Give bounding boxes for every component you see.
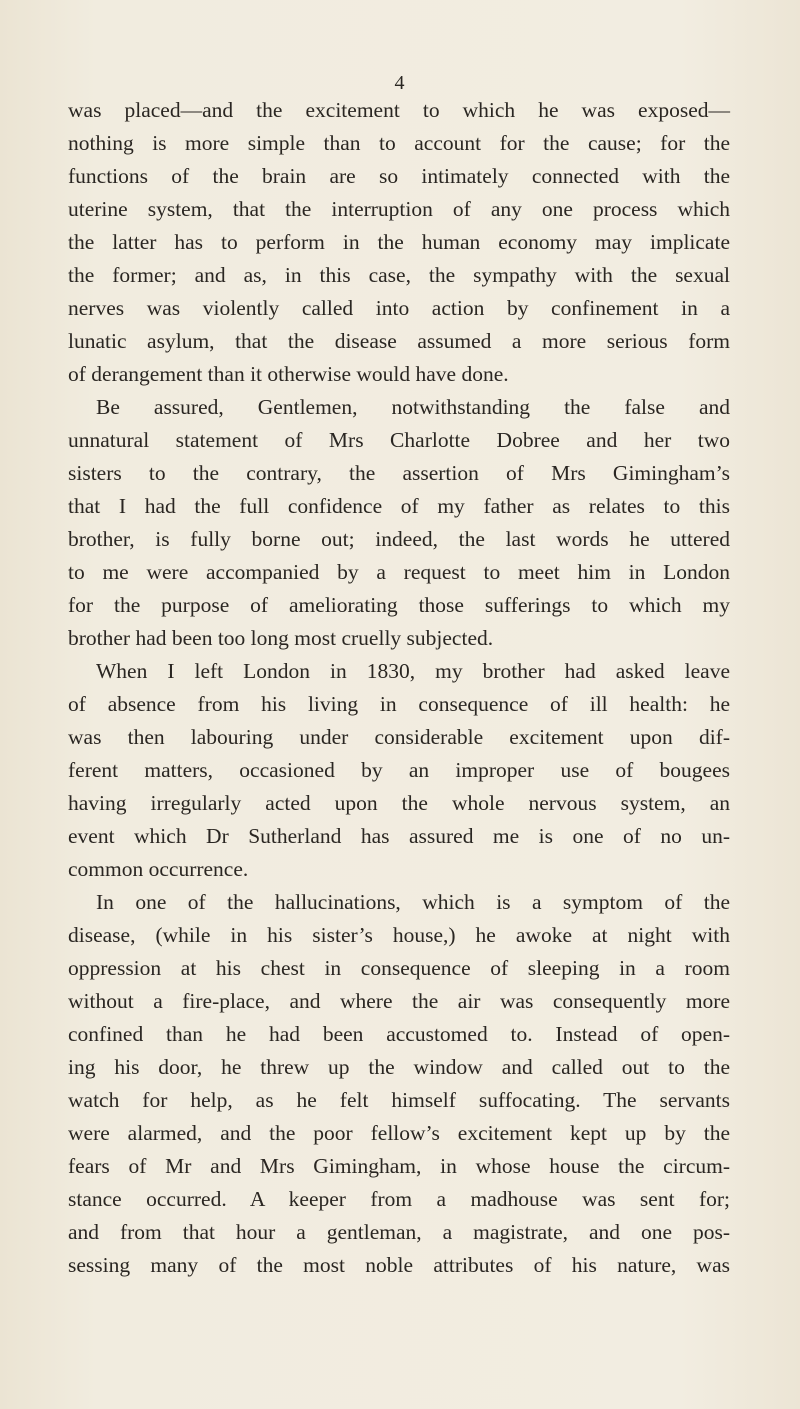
text-line: for the purpose of ameliorating those sufferings to which my bbox=[68, 593, 730, 617]
text-line: having irregularly acted upon the whole nervous system, an bbox=[68, 791, 730, 815]
paragraph-end-line: common occurrence. bbox=[68, 857, 249, 881]
text-line: confined than he had been accustomed to. Instead of open- bbox=[68, 1022, 730, 1046]
text-line: and from that hour a gentleman, a magistrate, and one pos- bbox=[68, 1220, 730, 1244]
text-line: was then labouring under considerable excitement upon dif- bbox=[68, 725, 730, 749]
text-line: without a fire-place, and where the air was consequently more bbox=[68, 989, 730, 1013]
text-line: functions of the brain are so intimately connected with the bbox=[68, 164, 730, 188]
text-line: disease, (while in his sister’s house,) he awoke at night with bbox=[68, 923, 730, 947]
text-line: ferent matters, occasioned by an improper use of bougees bbox=[68, 758, 730, 782]
text-line: was placed—and the excitement to which he was exposed— bbox=[68, 98, 730, 122]
text-line: nerves was violently called into action by confinement in a bbox=[68, 296, 730, 320]
paragraph-end-line: brother had been too long most cruelly subjected. bbox=[68, 626, 494, 650]
paragraph-start-line: Be assured, Gentlemen, notwithstanding the false and bbox=[96, 395, 730, 419]
text-line: that I had the full confidence of my father as relates to this bbox=[68, 494, 730, 518]
text-line: the latter has to perform in the human economy may implicate bbox=[68, 230, 730, 254]
text-line: brother, is fully borne out; indeed, the last words he uttered bbox=[68, 527, 730, 551]
page-number: 4 bbox=[394, 72, 406, 94]
text-line: watch for help, as he felt himself suffocating. The servants bbox=[68, 1088, 730, 1112]
text-line: fears of Mr and Mrs Gimingham, in whose house the circum- bbox=[68, 1154, 730, 1178]
text-line: unnatural statement of Mrs Charlotte Dobree and her two bbox=[68, 428, 730, 452]
text-line: were alarmed, and the poor fellow’s excitement kept up by the bbox=[68, 1121, 730, 1145]
text-line: uterine system, that the interruption of any one process which bbox=[68, 197, 730, 221]
text-line: to me were accompanied by a request to meet him in London bbox=[68, 560, 730, 584]
text-line: stance occurred. A keeper from a madhouse was sent for; bbox=[68, 1187, 730, 1211]
body-text bbox=[68, 94, 730, 1282]
text-line: the former; and as, in this case, the sympathy with the sexual bbox=[68, 263, 730, 287]
paragraph-start-line: When I left London in 1830, my brother had asked leave bbox=[96, 659, 730, 683]
text-line: oppression at his chest in consequence of sleeping in a room bbox=[68, 956, 730, 980]
text-line: nothing is more simple than to account for the cause; for the bbox=[68, 131, 730, 155]
text-line: sessing many of the most noble attributes of his nature, was bbox=[68, 1253, 730, 1277]
paragraph-start-line: In one of the hallucinations, which is a symptom of the bbox=[96, 890, 730, 914]
text-line: sisters to the contrary, the assertion of Mrs Gimingham’s bbox=[68, 461, 730, 485]
paragraph-end-line: of derangement than it otherwise would have done. bbox=[68, 362, 509, 386]
text-line: of absence from his living in consequence of ill health: he bbox=[68, 692, 730, 716]
text-line: ing his door, he threw up the window and called out to the bbox=[68, 1055, 730, 1079]
text-line: lunatic asylum, that the disease assumed a more serious form bbox=[68, 329, 730, 353]
text-line: event which Dr Sutherland has assured me is one of no un- bbox=[68, 824, 730, 848]
